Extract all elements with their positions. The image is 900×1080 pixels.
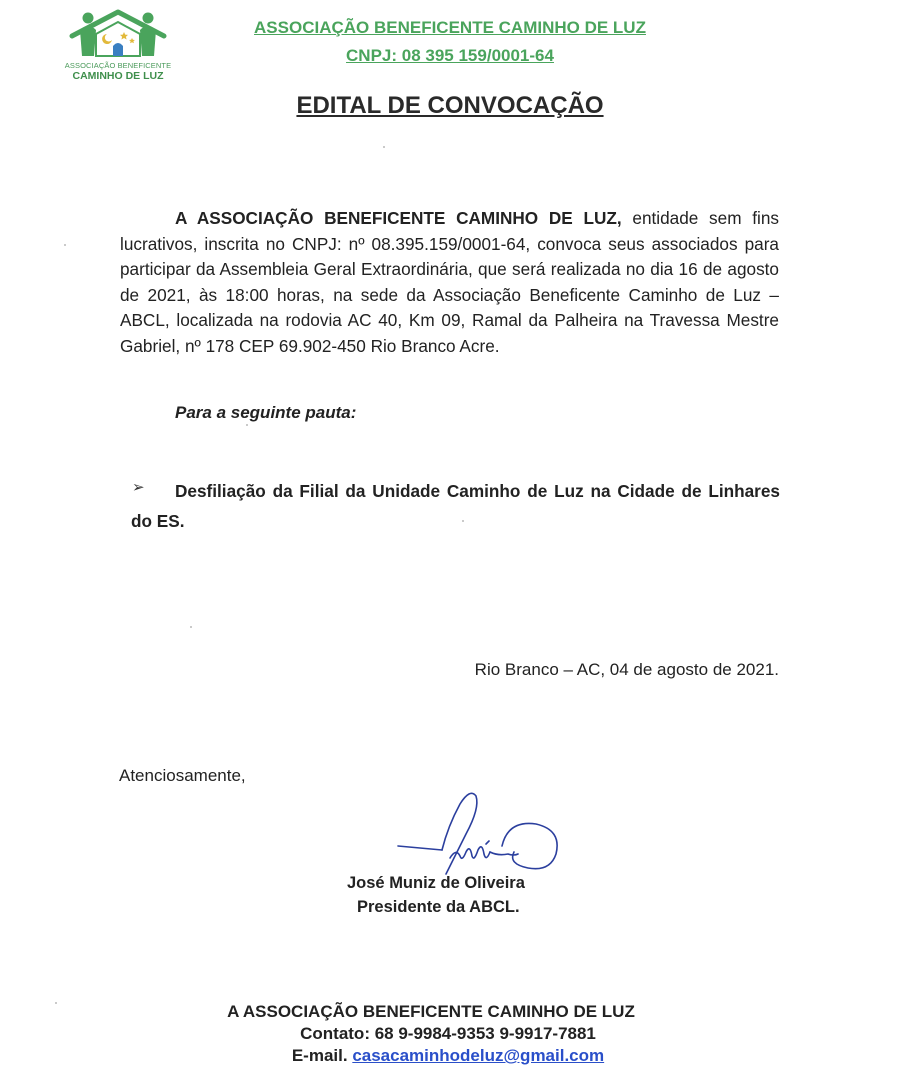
email-link[interactable]: casacaminhodeluz@gmail.com	[352, 1046, 605, 1065]
convocation-paragraph	[120, 206, 779, 359]
house-family-icon	[62, 8, 174, 62]
date-location-line: Rio Branco – AC, 04 de agosto de 2021.	[474, 660, 779, 679]
document-title: EDITAL DE CONVOCAÇÃO	[296, 92, 604, 119]
paragraph-text: entidade sem fins lucrativos, inscrita no CNPJ: nº 08.395.159/0001-64, convoca seus associados para participar da Assembleia Geral Extraordinária, que será realizada no dia 16 de agosto de 2021, às 18:00 horas, na sede da Associação Beneficente Caminho de Luz – ABCL, localizada na rodovia AC 40, Km 09, Ramal da Palheira na Travessa Mestre Gabriel, nº 178 CEP 69.902-450 Rio Branco Acre.	[120, 208, 779, 356]
logo-text-line1: ASSOCIAÇÃO BENEFICENTE	[64, 61, 172, 70]
closing-salutation: Atenciosamente,	[119, 766, 246, 785]
header-cnpj: CNPJ: 08 395 159/0001-64	[346, 46, 554, 65]
scan-speck	[462, 520, 464, 522]
header-organization-name: ASSOCIAÇÃO BENEFICENTE CAMINHO DE LUZ	[254, 18, 646, 37]
scan-speck	[55, 1002, 57, 1004]
paragraph-organization-bold: A ASSOCIAÇÃO BENEFICENTE CAMINHO DE LUZ,	[175, 208, 622, 228]
footer-email-line	[0, 1046, 896, 1066]
signer-name: José Muniz de Oliveira	[347, 874, 525, 892]
scan-speck	[383, 146, 385, 148]
scan-speck	[64, 244, 66, 246]
organization-logo	[62, 8, 174, 84]
logo-text-line2: CAMINHO DE LUZ	[72, 70, 164, 82]
footer-contact: Contato: 68 9-9984-9353 9-9917-7881	[300, 1024, 596, 1043]
agenda-label: Para a seguinte pauta:	[175, 403, 357, 422]
email-label: E-mail.	[291, 1046, 353, 1065]
footer-organization-name: A ASSOCIAÇÃO BENEFICENTE CAMINHO DE LUZ	[227, 1002, 635, 1021]
scan-speck	[246, 424, 248, 426]
signer-role: Presidente da ABCL.	[357, 898, 520, 916]
agenda-item: Desfiliação da Filial da Unidade Caminho de Luz na Cidade de Linhares do ES.	[131, 481, 780, 531]
arrow-bullet-icon: ➢	[132, 479, 145, 496]
handwritten-signature	[390, 786, 570, 886]
scan-speck	[190, 626, 192, 628]
